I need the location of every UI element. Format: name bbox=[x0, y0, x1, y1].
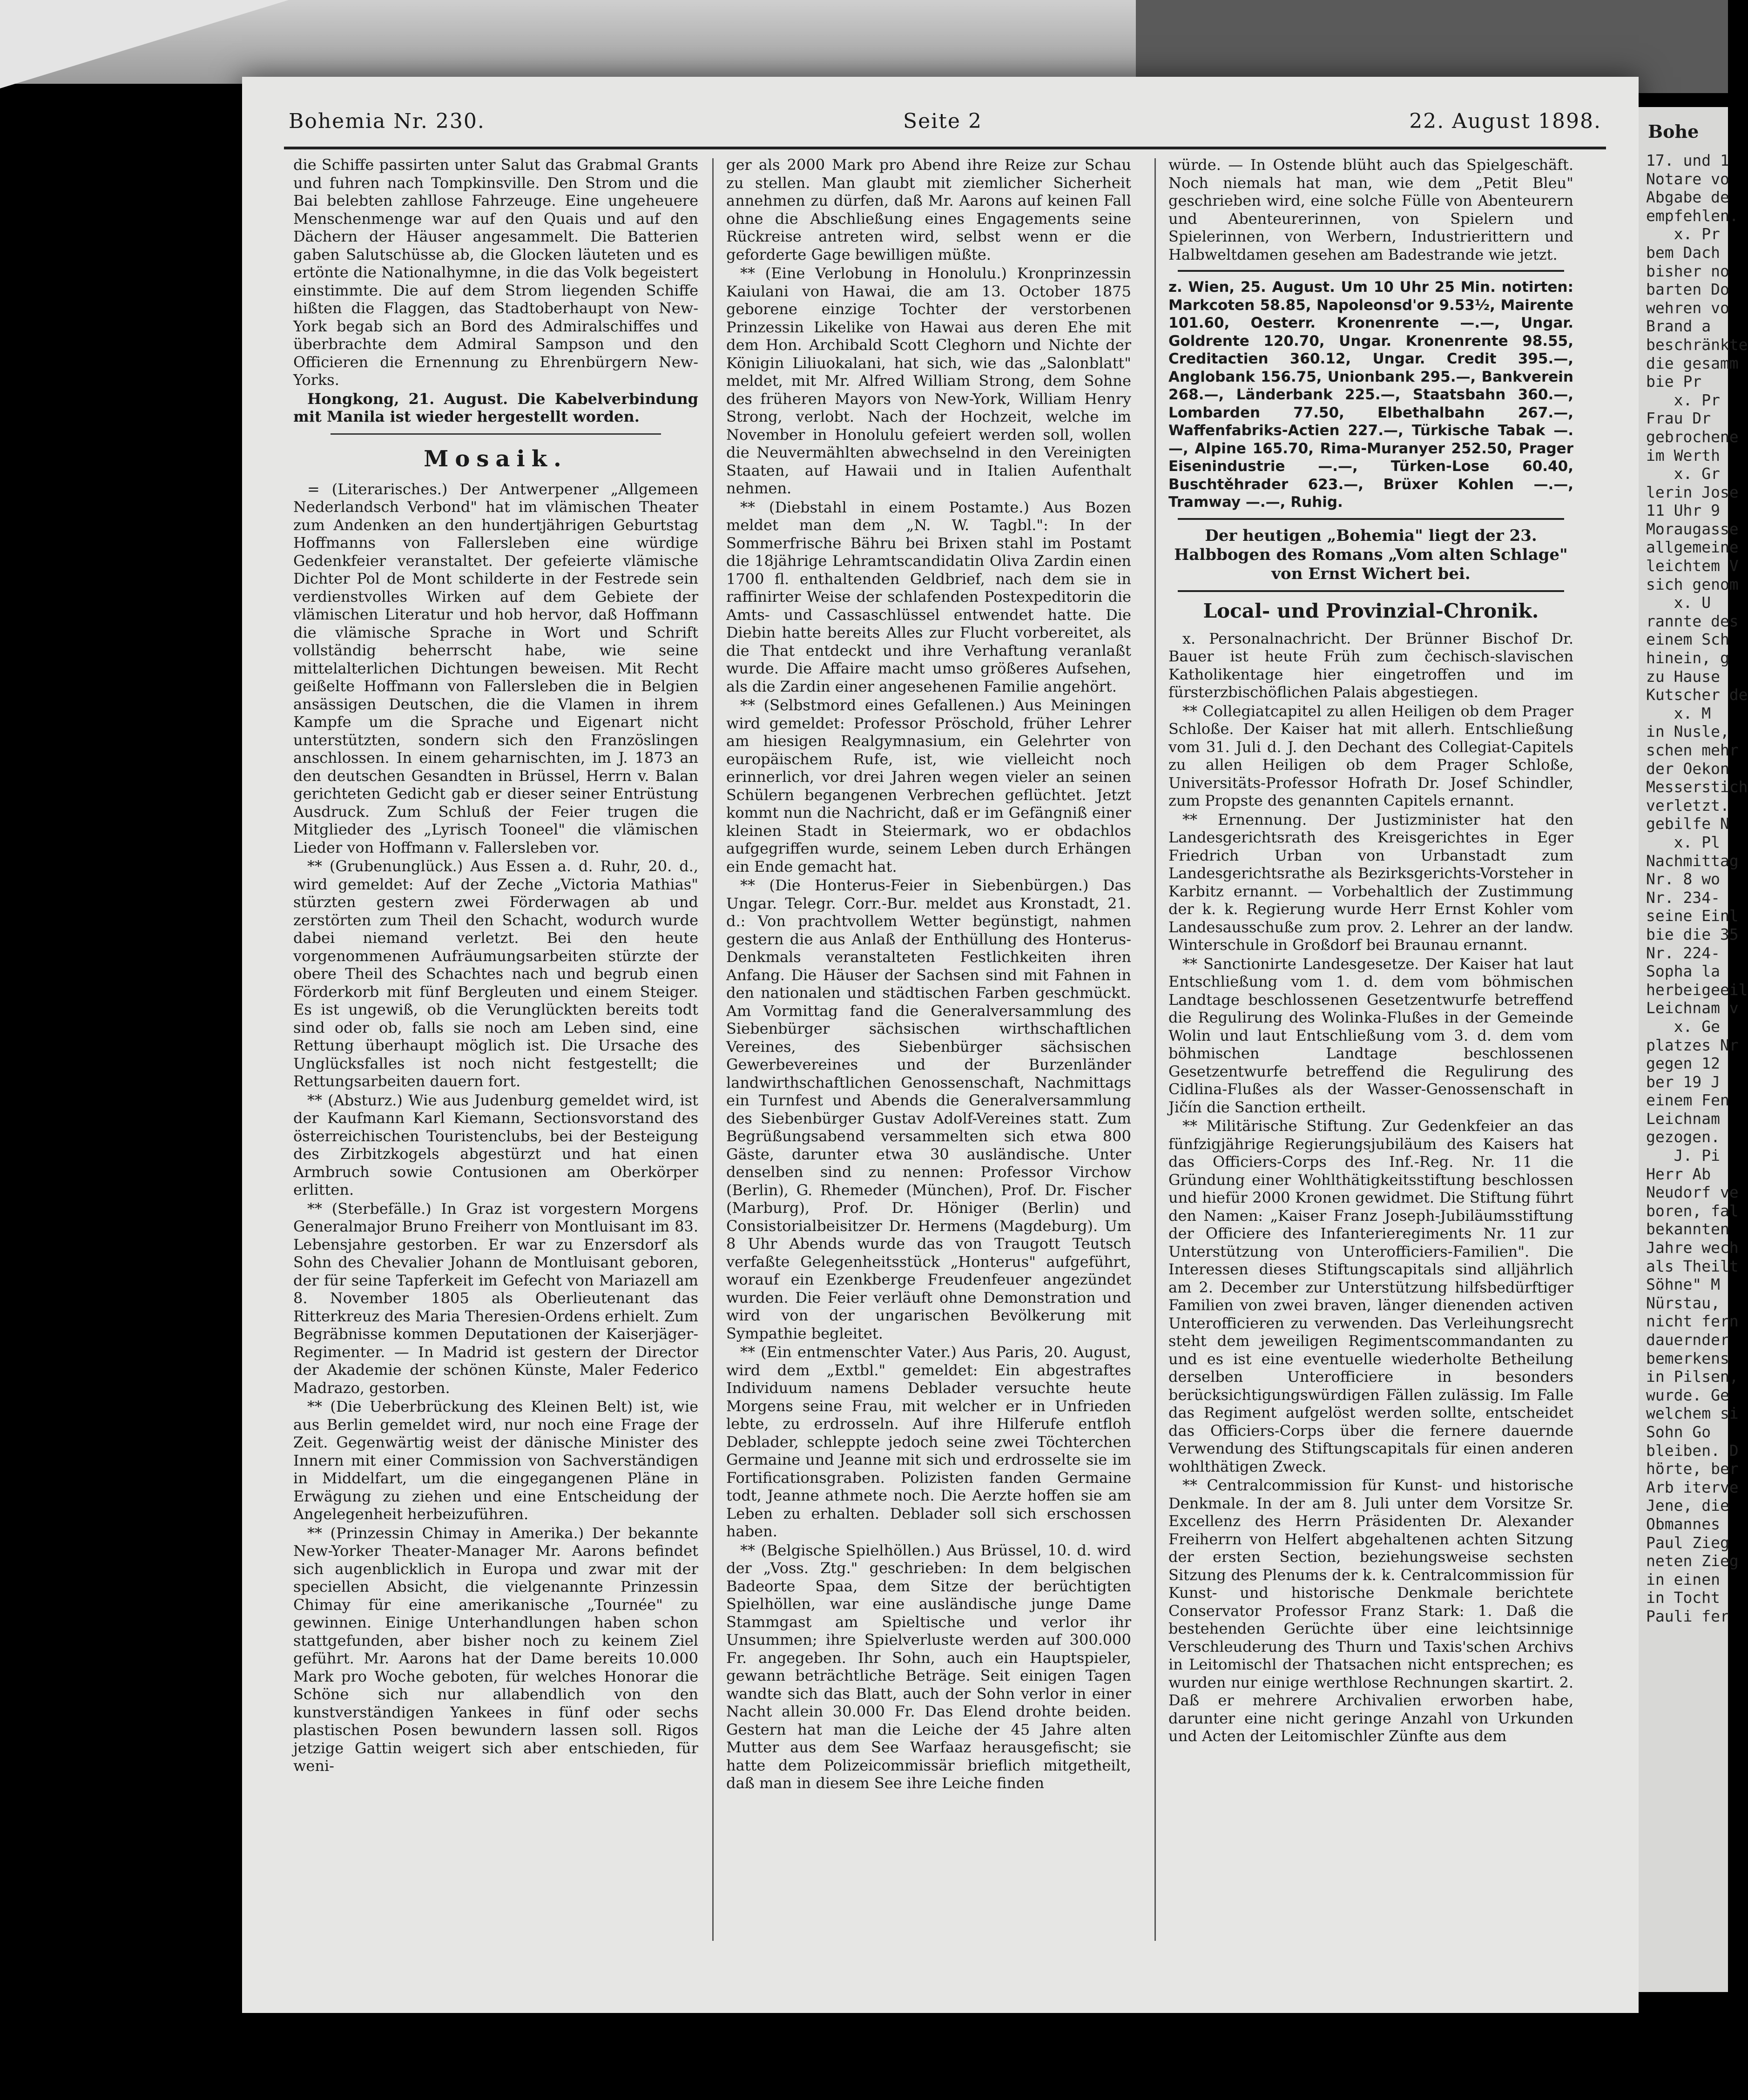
adjacent-page-header: Bohe bbox=[1648, 121, 1699, 142]
newspaper-page bbox=[242, 77, 1639, 2013]
column-1 bbox=[293, 156, 698, 1952]
section-title-mosaik: Mosaik. bbox=[424, 445, 568, 472]
section-title-chronik: Local- und Provinzial-Chronik. bbox=[1203, 599, 1539, 622]
article-absturz: ** (Absturz.) Wie aus Judenburg gemeldet wird, ist der Kaufmann Karl Kiemann, Sectionsvorstand des österreichischen Touristenclubs, bei der Besteigung des Zirbitzkogels abgestürzt und hat einen Armbruch sowie Contusionen am Oberkörper erlitten. bbox=[293, 1091, 698, 1198]
header-page-number: Seite 2 bbox=[903, 109, 982, 133]
article-continued: die Schiffe passirten unter Salut das Grabmal Grants und fuhren nach Tompkinsville. Den Strom und die Bai belebten zahllose Fahrzeuge. Eine ungeheuere Menschenmenge war auf den Quais und auf den Dächern der Häuser angesammelt. Die Batterien gaben Salutschüsse ab, die Glocken läuteten und es ertönte die Nationalhymne, in die das Volk begeistert einstimmte. Die auf dem Strom liegenden Schiffe hißten die Flaggen, das Stadtoberhaupt von New-York begab sich an Bord des Admiralschiffes und überbrachte dem Admiral Sampson und den Officieren die Ernennung zu Ehrenbürgern New-Yorks. bbox=[293, 156, 698, 389]
article-stiftung: ** Militärische Stiftung. Zur Gedenkfeier an das fünfzigjährige Regierungsjubiläum des Kaisers hat das Officiers-Corps des Inf.-Reg. Nr. 11 die Gründung einer Wohlthätigkeitsstiftung beschlossen und hiefür 2000 Kronen gewidmet. Die Stiftung führt den Namen: „Kaiser Franz Joseph-Jubiläumsstiftung der Officiere des Infanterieregiments Nr. 11 zur Unterstützung von Unterofficiers-Familien". Die Interessen dieses Stiftungscapitals sind alljährlich am 2. December zur Unterstützung hilfsbedürftiger Familien von zwei braven, länger dienenden activen Unterofficieren zu verwenden. Das Verleihungsrecht steht dem jeweiligen Regimentscommandanten zu und es ist eine eventuelle wiederholte Betheilung derselben Unterofficiere in besonders berücksichtigungswürdigen Fällen zulässig. Im Falle das Regiment aufgelöst werden sollte, entscheidet das Officiers-Corps über die fernere dauernde Verwendung des Stiftungscapitals für einen anderen wohlthätigen Zweck. bbox=[1168, 1117, 1573, 1475]
column-divider bbox=[712, 158, 714, 1941]
news-hongkong: Hongkong, 21. August. Die Kabelverbindung mit Manila ist wieder hergestellt worden. bbox=[293, 390, 698, 425]
page-header bbox=[289, 109, 1601, 142]
section-separator bbox=[331, 433, 661, 435]
column-2 bbox=[726, 156, 1131, 1952]
column-3 bbox=[1168, 156, 1573, 1952]
article-spielholle: ** (Belgische Spielhöllen.) Aus Brüssel, 10. d. wird der „Voss. Ztg." geschrieben: In dem belgischen Badeorte Spaa, dem Sitze der berüchtigten Spielhöllen, war eine ausländische junge Dame Stammgast am Spieltische und verlor ihr Unsummen; ihre Spielverluste werden auf 300.000 Fr. angegeben. Ihr Sohn, auch ein Hauptspieler, gewann beträchtliche Beträge. Seit einigen Tagen wandte sich das Blatt, auch der Sohn verlor in einer Nacht allein 30.000 Fr. Das Elend drohte beiden. Gestern hat man die Leiche der 45 Jahre alten Mutter aus dem See Warfaaz herausgefischt; sie hatte dem Polizeicommissär brieflich mitgetheilt, daß man in diesem See ihre Leiche finden bbox=[726, 1541, 1131, 1792]
article-selbstmord: ** (Selbstmord eines Gefallenen.) Aus Meiningen wird gemeldet: Professor Pröschold, früher Lehrer am hiesigen Realgymnasium, ein Gelehrter von europäischem Rufe, ist, wie vielleicht noch erinnerlich, vor drei Jahren wegen vieler an seinen Schülern begangenen Verbrechen geflüchtet. Jetzt kommt nun die Nachricht, daß er im Gefängniß einer kleinen Stadt in Steiermark, wo er obdachlos aufgegriffen wurde, seinem Leben durch Erhängen ein Ende gemacht hat. bbox=[726, 696, 1131, 875]
article-chimay: ** (Prinzessin Chimay in Amerika.) Der bekannte New-Yorker Theater-Manager Mr. Aarons befindet sich augenblicklich in Europa und zwar mit der speciellen Absicht, die vielgenannte Prinzessin Chimay für eine amerikanische „Tournée" zu gewinnen. Einige Unterhandlungen haben schon stattgefunden, aber bisher noch zu keinem Ziel geführt. Mr. Aarons hat der Dame bereits 10.000 Mark pro Woche geboten, für welches Honorar die Schöne sich nur allabendlich von den kunstverständigen Yankees in fünf oder sechs plastischen Posen bewundern lassen soll. Rigos jetzige Gattin weigert sich aber entschieden, für weni- bbox=[293, 1524, 698, 1775]
article-denkmale: ** Centralcommission für Kunst- und historische Denkmale. In der am 8. Juli unter dem Vorsitze Sr. Excellenz des Herrn Präsidenten Dr. Alexander Freiherrn von Helfert abgehaltenen achten Sitzung der ersten Section, beziehungsweise sechsten Sitzung des Plenums der k. k. Centralcommission für Kunst- und historische Denkmale berichtete Conservator Professor Franz Stark: 1. Daß die bestehenden Gerüchte über eine leichtsinnige Verschleuderung des Thurn und Taxis'schen Archivs in Leitomischl der Thatsachen nicht entsprechen; es wurden nur einige werthlose Rechnungen skartirt. 2. Daß er mehrere Archivalien erworben habe, darunter eine nicht geringe Anzahl von Urkunden und Acten der Leitomischler Zünfte aus dem bbox=[1168, 1476, 1573, 1745]
article-sterbefalle: ** (Sterbefälle.) In Graz ist vorgestern Morgens Generalmajor Bruno Freiherr von Montluisant im 83. Lebensjahre gestorben. Er war zu Enzersdorf als Sohn des Chevalier Johann de Montluisant geboren, der für seine Tapferkeit im Gefecht von Mariazell am 8. November 1805 als Oberlieutenant das Ritterkreuz des Maria Theresien-Ordens erhielt. Zum Begräbnisse kommen Deputationen der Kaiserjäger-Regimenter. — In Madrid ist gestern der Director der Akademie der schönen Künste, Maler Federico Madrazo, gestorben. bbox=[293, 1199, 698, 1397]
article-personal: x. Personalnachricht. Der Brünner Bischof Dr. Bauer ist heute Früh zum čechisch-slavischen Katholikentage hier eingetroffen und im fürsterzbischöflichen Palais abgestiegen. bbox=[1168, 629, 1573, 701]
section-separator bbox=[1178, 270, 1564, 272]
supplement-notice: Der heutigen „Bohemia" liegt der 23. Halbbogen des Romans „Vom alten Schlage" von Ernst Wichert bei. bbox=[1174, 526, 1568, 583]
header-rule bbox=[284, 147, 1606, 149]
adjacent-page bbox=[1639, 107, 1748, 1992]
section-separator bbox=[1178, 518, 1564, 520]
header-date: 22. August 1898. bbox=[1409, 109, 1601, 133]
article-continued: ger als 2000 Mark pro Abend ihre Reize zur Schau zu stellen. Man glaubt mit ziemlicher Sicherheit annehmen zu dürfen, daß Mr. Aarons auf keinen Fall ohne die Abschließung eines Engagements seine Rückreise antreten wird, selbst wenn er die geforderte Gage bewilligen müßte. bbox=[726, 156, 1131, 263]
article-ernennung: ** Ernennung. Der Justizminister hat den Landesgerichtsrath des Kreisgerichtes in Eger Friedrich Urban von Urbanstadt zum Landesgerichtsrathe als Bezirksgerichts-Vorsteher in Karbitz ernannt. — Vorbehaltlich der Zustimmung der k. k. Regierung wurde Herr Ernst Kohler vom Landesausschuße zum prov. 2. Lehrer an der landw. Winterschule in Großdorf bei Braunau ernannt. bbox=[1168, 810, 1573, 954]
article-grubenungluck: ** (Grubenunglück.) Aus Essen a. d. Ruhr, 20. d., wird gemeldet: Auf der Zeche „Victoria Mathias" stürzten gestern zwei Förderwagen ab und zerstörten zum Theil den Schacht, wodurch wurde dabei niemand verletzt. Bei den heute vorgenommenen Aufräumungsarbeiten stürzte der obere Theil des Schachtes nach und begrub einen Förderkorb mit fünf Bergleuten und einem Steiger. Es ist ungewiß, ob die Verunglückten bereits todt sind oder ob, falls sie noch am Leben sind, eine Rettung überhaupt möglich ist. Die Ursache des Unglücksfalles ist noch nicht festgestellt; die Rettungsarbeiten dauern fort. bbox=[293, 857, 698, 1090]
article-collegiat: ** Collegiatcapitel zu allen Heiligen ob dem Prager Schloße. Der Kaiser hat mit allerh. Entschließung vom 31. Juli d. J. den Dechant des Collegiat-Capitels zu allen Heiligen ob dem Prager Schloße, Universitäts-Professor Hofrath Dr. Josef Schindler, zum Propste des genannten Capitels ernannt. bbox=[1168, 702, 1573, 809]
market-report: z. Wien, 25. August. Um 10 Uhr 25 Min. notirten: Markcoten 58.85, Napoleonsd'or 9.53½, Mairente 101.60, Oesterr. Kronenrente —.—, Ungar. Goldrente 120.70, Ungar. Kronenrente 98.55, Creditactien 360.12, Ungar. Credit 395.—, Anglobank 156.75, Unionbank 295.—, Bankverein 268.—, Länderbank 225.—, Staatsbahn 360.—, Lombarden 77.50, Elbethalbahn 267.—, Waffenfabriks-Actien 227.—, Türkische Tabak —.—, Alpine 165.70, Rima-Muranyer 252.50, Prager Eisenindustrie —.—, Türken-Lose 60.40, Buschtěhrader 623.—, Brüxer Kohlen —.—, Tramway —.—, Ruhig. bbox=[1168, 279, 1573, 511]
article-continued: würde. — In Ostende blüht auch das Spielgeschäft. Noch niemals hat man, wie dem „Petit Bleu" geschrieben wird, eine solche Fülle von Abenteurern und Abenteurerinnen, von Spielern und Spielerinnen, von Werbern, Industrierittern und Halbweltdamen gesehen am Badestrande wie jetzt. bbox=[1168, 156, 1573, 263]
article-diebstahl: ** (Diebstahl in einem Postamte.) Aus Bozen meldet man dem „N. W. Tagbl.": In der Sommerfrische Bähru bei Brixen stahl im Postamt die 18jährige Lehramtscandidatin Oliva Zardin einen 1700 fl. enthaltenden Geldbrief, nach dem sie in raffinirter Weise der schlafenden Postexpeditorin die Amts- und Cassaschlüssel entwendet hatte. Die Diebin hatte bereits Alles zur Flucht vorbereitet, als die That entdeckt und ihre Verhaftung veranlaßt wurde. Die Affaire macht umso größeres Aufsehen, als die Zardin einer angesehenen Familie angehört. bbox=[726, 498, 1131, 695]
section-separator bbox=[1178, 590, 1564, 592]
article-vater: ** (Ein entmenschter Vater.) Aus Paris, 20. August, wird dem „Extbl." gemeldet: Ein abgestraftes Individuum namens Deblader versuchte heute Morgens seine Frau, mit welcher er in Unfrieden lebte, zu erdrosseln. Auf ihre Hilferufe entfloh Deblader, schleppte jedoch seine zwei Töchterchen Germaine und Jeanne mit sich und erdrosselte sie im Fortificationsgraben. Polizisten fanden Germaine todt, Jeanne athmete noch. Die Aerzte hoffen sie am Leben zu erhalten. Deblader soll sich erschossen haben. bbox=[726, 1343, 1131, 1540]
header-publication: Bohemia Nr. 230. bbox=[289, 109, 485, 133]
article-sanctioniert: ** Sanctionirte Landesgesetze. Der Kaiser hat laut Entschließung vom 1. d. dem vom böhmischen Landtage beschlossenen Gesetzentwurfe betreffend die Regulirung des Wolinka-Flußes in der Gemeinde Wolin und laut Entschließung vom 3. d. dem vom böhmischen Landtage beschlossenen Gesetzentwurfe betreffend die Regulirung des Cidlina-Flußes als der Wasser-Genossenschaft in Jičín die Sanction ertheilt. bbox=[1168, 955, 1573, 1116]
adjacent-page-text: 17. und 1 Notare vo Abgabe de empfehlen. x. Pr bem Dach bisher no barten Do wehren vo Brand a beschränkte die gesamm bie Pr x. Pr Frau Dr gebrochene im Werth x. Gr lerin Jose 11 Uhr 9 Moraugasse allgemeine leichtem V sich genom x. U rannte des einem Sch hinein, g zu Hause Kutscher de x. M in Nusle, schen mehr der Oekon Messerstich verletzt. gebilfe N x. Pl Nachmittag Nr. 8 wo Nr. 234- seine Einl bie die 35 Nr. 224- Sopha la herbeigeeil Leichnam v x. Ge platzes Nr gegen 12 ber 19 J einem Fen Leichnam gezogen. J. Pi Herr Ab Neudorf ve boren, fal bekannten Jahre wech als Theilt Söhne" M Nürstau, nicht fern dauernder bemerkens in Pilsen, wurde. Ge welchem si Sohn Go bleiben. D hörte, ber Arb iterve Jene, die Obmannes Paul Zieg neten Zieg in einen in Tocht Pauli fer bbox=[1646, 151, 1748, 1625]
column-divider bbox=[1154, 158, 1156, 1941]
article-honolulu: ** (Eine Verlobung in Honolulu.) Kronprinzessin Kaiulani von Hawai, die am 13. October 1875 geborene einzige Tochter der verstorbenen Prinzessin Likelike von Hawai aus deren Ehe mit dem Hon. Archibald Scott Cleghorn und Nichte der Königin Liliuokalani, hat sich, wie das „Salonblatt" meldet, mit Mr. Alfred William Strong, dem Sohne des früheren Mayors von New-York, William Henry Strong, verlobt. Nach der Hochzeit, welche im November in Honolulu gefeiert werden soll, wollen die Neuvermählten abwechselnd in den Vereinigten Staaten, auf Hawaii und in Italien Aufenthalt nehmen. bbox=[726, 264, 1131, 497]
article-honterus: ** (Die Honterus-Feier in Siebenbürgen.) Das Ungar. Telegr. Corr.-Bur. meldet aus Kronstadt, 21. d.: Von prachtvollem Wetter begünstigt, nahmen gestern die aus Anlaß der Enthüllung des Honterus-Denkmals veranstalteten Festlichkeiten ihren Anfang. Die Häuser der Sachsen sind mit Fahnen in den nationalen und städtischen Farben geschmückt. Am Vormittag fand die Generalversammlung des Siebenbürger sächsischen wirthschaftlichen Vereines, des Siebenbürger sächsischen Gewerbevereines und der Burzenländer landwirthschaftlichen Genossenschaft, Nachmittags ein Turnfest und Abends die Generalversammlung des Siebenbürger Gustav Adolf-Vereines statt. Zum Begrüßungsabend versammelten sich etwa 800 Gäste, darunter etwa 30 ausländische. Unter denselben sind zu nennen: Professor Virchow (Berlin), G. Rhemeder (München), Prof. Dr. Fischer (Marburg), Prof. Dr. Höniger (Berlin) und Consistorialbeisitzer Dr. Hermens (Magdeburg). Um 8 Uhr Abends wurde das von Traugott Teutsch verfaßte Gelegenheitsstück „Honterus" aufgeführt, worauf ein Ezenkberge Freudenfeuer angezündet wurden. Die Feier verläuft ohne Demonstration und wird von der ungarischen Bevölkerung mit Sympathie begleitet. bbox=[726, 876, 1131, 1342]
article-literarisches: = (Literarisches.) Der Antwerpener „Allgemeen Nederlandsch Verbond" hat im vlämischen Theater zum Andenken an den hundertjährigen Geburtstag Hoffmanns von Fallersleben eine würdige Gedenkfeier veranstaltet. Der gefeierte vlämische Dichter Pol de Mont schilderte in der Festrede sein verdienstvolles Wirken auf dem Gebiete der vlämischen Literatur und hob hervor, daß Hoffmann die vlämische Sprache in Wort und Schrift vollständig beherrscht habe, wie seine mittelalterlichen Dichtungen beweisen. Mit Recht geißelte Hoffmann von Fallersleben die in Belgien ansässigen Deutschen, die die Vlamen in ihrem Kampfe um die Sprache und Eigenart nicht unterstützten, sondern sich den Französlingen anschlossen. In einem geharnischten, im J. 1873 an den deutschen Gesandten in Brüssel, Herrn v. Balan gerichteten Gedicht gab er dieser seiner Entrüstung Ausdruck. Zum Schluß der Feier trugen die Mitglieder des „Lyrisch Tooneel" die vlämischen Lieder von Hoffmann v. Fallersleben vor. bbox=[293, 480, 698, 856]
article-belt: ** (Die Ueberbrückung des Kleinen Belt) ist, wie aus Berlin gemeldet wird, nur noch eine Frage der Zeit. Gegenwärtig weist der dänische Minister des Innern mit einer Commission von Sachverständigen in Middelfart, um die eingegangenen Pläne in Erwägung zu ziehen und eine Entscheidung der Angelegenheit herbeizuführen. bbox=[293, 1398, 698, 1523]
